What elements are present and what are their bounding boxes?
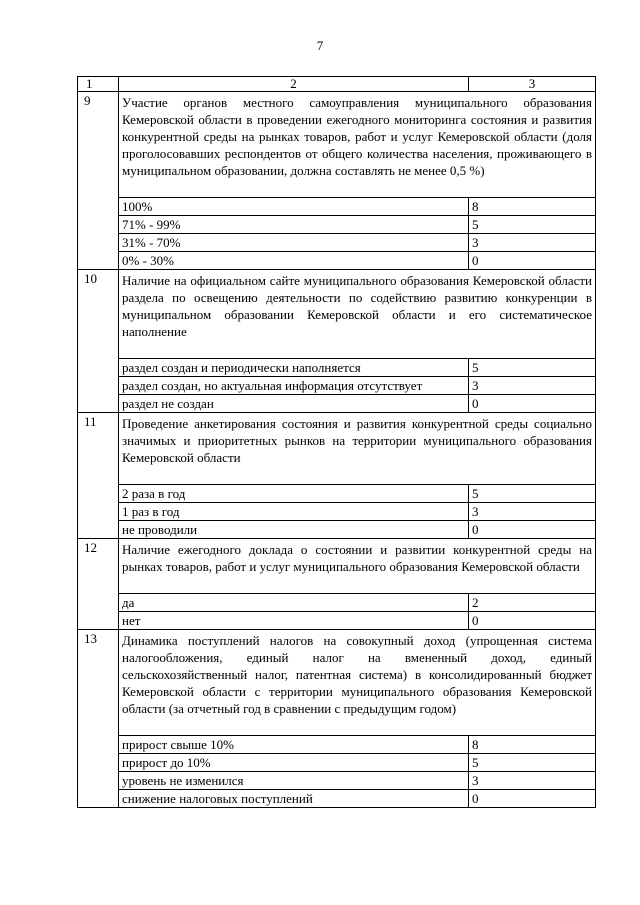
option-label: раздел создан и периодически наполняется [119,359,469,377]
option-row [78,359,596,377]
option-score: 0 [469,790,596,808]
option-row [78,503,596,521]
option-score: 5 [469,754,596,772]
option-score: 3 [469,772,596,790]
criterion-row [78,539,596,594]
criterion-description: Наличие ежегодного доклада о состоянии и развитии конкурентной среды на рынках товаров, работ и услуг муниципального образования Кемеровской области [119,539,596,594]
criterion-description: Динамика поступлений налогов на совокупный доход (упрощенная система налогообложения, единый налог на вмененный доход, единый сельскохозяйственный налог, патентная система) в консолидированный бюджет Кемеровской области с территории муниципального образования Кемеровской области (за отчетный год в сравнении с предыдущим годом) [119,630,596,736]
option-label: раздел создан, но актуальная информация отсутствует [119,377,469,395]
option-label: прирост до 10% [119,754,469,772]
criterion-row [78,92,596,198]
criterion-number: 11 [78,413,119,539]
criterion-number: 10 [78,270,119,413]
option-label: 2 раза в год [119,485,469,503]
option-score: 8 [469,736,596,754]
criterion-number: 12 [78,539,119,630]
criterion-description: Участие органов местного самоуправления муниципального образования Кемеровской области в проведении ежегодного мониторинга состояния и развития конкурентной среды на рынках товаров, работ и услуг Кемеровской области (доля проголосовавших респондентов от общего количества населения, проживающего в муниципальном образовании, должна составлять не менее 0,5 %) [119,92,596,198]
option-score: 0 [469,395,596,413]
option-label: 31% - 70% [119,234,469,252]
option-row [78,377,596,395]
option-label: 1 раз в год [119,503,469,521]
criterion-row [78,630,596,736]
option-score: 8 [469,198,596,216]
option-row [78,395,596,413]
option-score: 3 [469,377,596,395]
option-label: снижение налоговых поступлений [119,790,469,808]
option-row [78,252,596,270]
option-row [78,772,596,790]
option-row [78,521,596,539]
option-label: раздел не создан [119,395,469,413]
table-header-row [78,77,596,92]
option-row [78,216,596,234]
option-score: 3 [469,234,596,252]
option-score: 5 [469,216,596,234]
option-row [78,612,596,630]
header-col-2: 2 [119,77,469,92]
option-score: 5 [469,485,596,503]
criterion-description: Наличие на официальном сайте муниципального образования Кемеровской области раздела по освещению деятельности по содействию развитию конкуренции в муниципальном образовании Кемеровской области и его систематическое наполнение [119,270,596,359]
option-row [78,198,596,216]
option-row [78,234,596,252]
option-row [78,485,596,503]
option-label: нет [119,612,469,630]
option-score: 0 [469,612,596,630]
option-row [78,754,596,772]
option-score: 3 [469,503,596,521]
option-label: да [119,594,469,612]
option-label: прирост свыше 10% [119,736,469,754]
criterion-number: 9 [78,92,119,270]
page-number: 7 [316,38,324,53]
criteria-table [77,76,596,808]
option-label: уровень не изменился [119,772,469,790]
criterion-row [78,413,596,485]
criterion-number: 13 [78,630,119,808]
option-row [78,736,596,754]
criterion-description: Проведение анкетирования состояния и развития конкурентной среды социально значимых и приоритетных рынков на территории муниципального образования Кемеровской области [119,413,596,485]
option-row [78,594,596,612]
option-label: 100% [119,198,469,216]
option-score: 5 [469,359,596,377]
option-label: 0% - 30% [119,252,469,270]
header-col-3: 3 [469,77,596,92]
option-score: 0 [469,521,596,539]
option-score: 2 [469,594,596,612]
option-label: не проводили [119,521,469,539]
option-row [78,790,596,808]
criterion-row [78,270,596,359]
option-label: 71% - 99% [119,216,469,234]
header-col-1: 1 [78,77,119,92]
option-score: 0 [469,252,596,270]
